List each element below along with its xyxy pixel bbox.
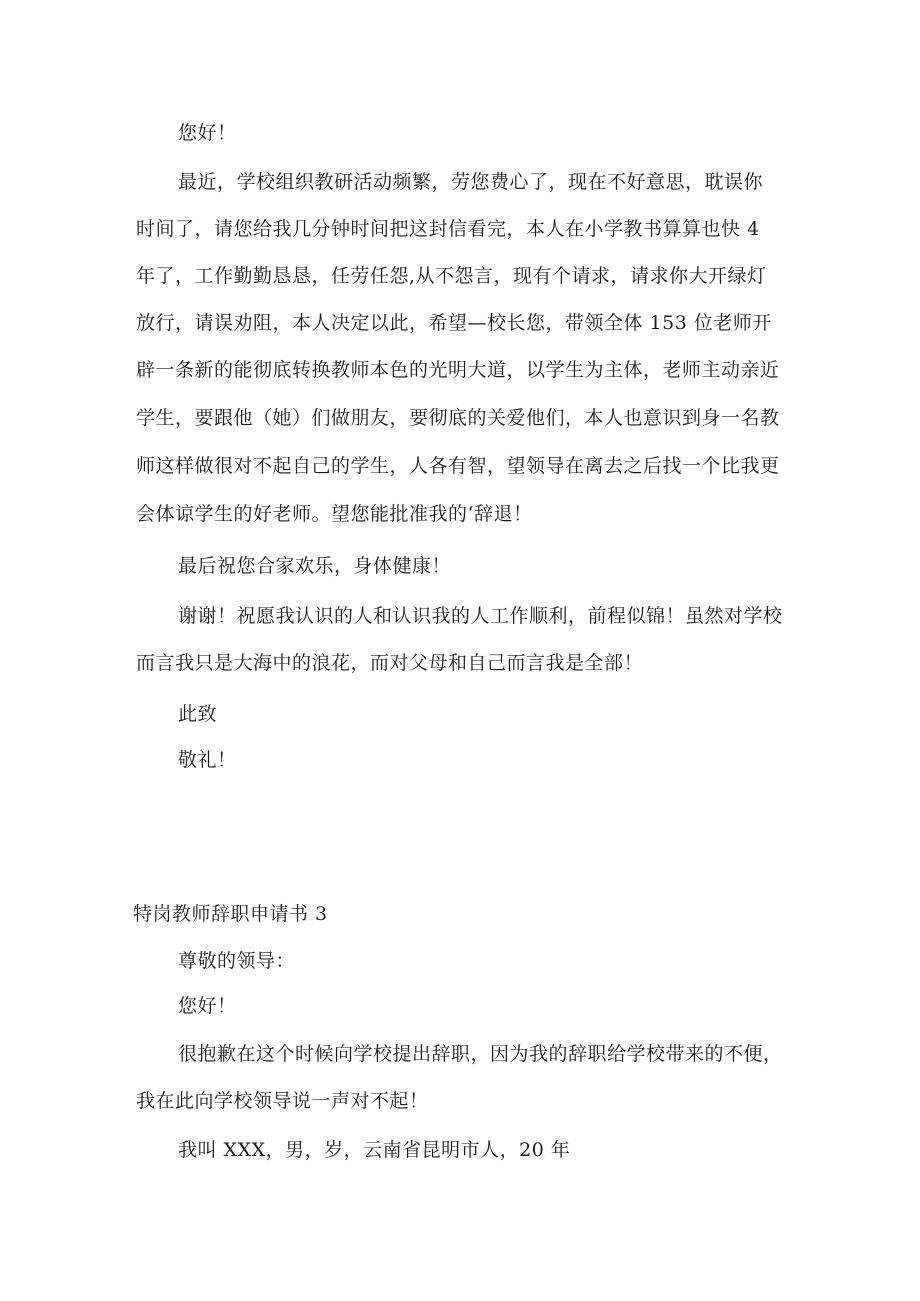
body-line-4: 放行，请误劝阻，本人决定以此，希望—校长您，带领全体 153 位老师开 (136, 312, 772, 334)
body-line-8: 会体谅学生的好老师。望您能批准我的‘辞退！ (136, 503, 533, 525)
body-line-1: 最近，学校组织教研活动频繁，劳您费心了，现在不好意思，耽误你 (178, 171, 764, 193)
body-line-3: 年了，工作勤勤恳恳，任劳任怨,从不怨言，现有个请求，请求你大开绿灯 (136, 265, 767, 287)
thanks-line-2: 而言我只是大海中的浪花，而对父母和自己而言我是全部！ (136, 652, 644, 674)
wishes: 最后祝您合家欢乐，身体健康！ (178, 555, 452, 577)
salutation: 尊敬的领导： (178, 950, 296, 972)
thanks-line-1: 谢谢！祝愿我认识的人和认识我的人工作顺利，前程似锦！虽然对学校 (178, 605, 783, 627)
body-line-2: 时间了，请您给我几分钟时间把这封信看完，本人在小学教书算算也快 4 (136, 218, 760, 240)
greeting-2: 您好！ (178, 995, 237, 1017)
body-line-6: 学生，要跟他（她）们做朋友，要彻底的关爱他们，本人也意识到身一名教 (136, 407, 780, 429)
closing-2: 敬礼！ (178, 749, 237, 771)
body-line-5: 辟一条新的能彻底转换教师本色的光明大道，以学生为主体，老师主动亲近 (136, 359, 780, 381)
apology-line-1: 很抱歉在这个时候向学校提出辞职，因为我的辞职给学校带来的不便， (178, 1043, 783, 1065)
apology-line-2: 我在此向学校领导说一声对不起！ (136, 1090, 429, 1112)
body-line-7: 师这样做很对不起自己的学生，人各有智，望领导在离去之后找一个比我更 (136, 455, 780, 477)
section-title: 特岗教师辞职申请书 3 (133, 903, 328, 925)
closing-1: 此致 (178, 703, 218, 725)
intro-line: 我叫 XXX，男，岁，云南省昆明市人，20 年 (178, 1139, 571, 1161)
greeting: 您好！ (178, 122, 237, 144)
